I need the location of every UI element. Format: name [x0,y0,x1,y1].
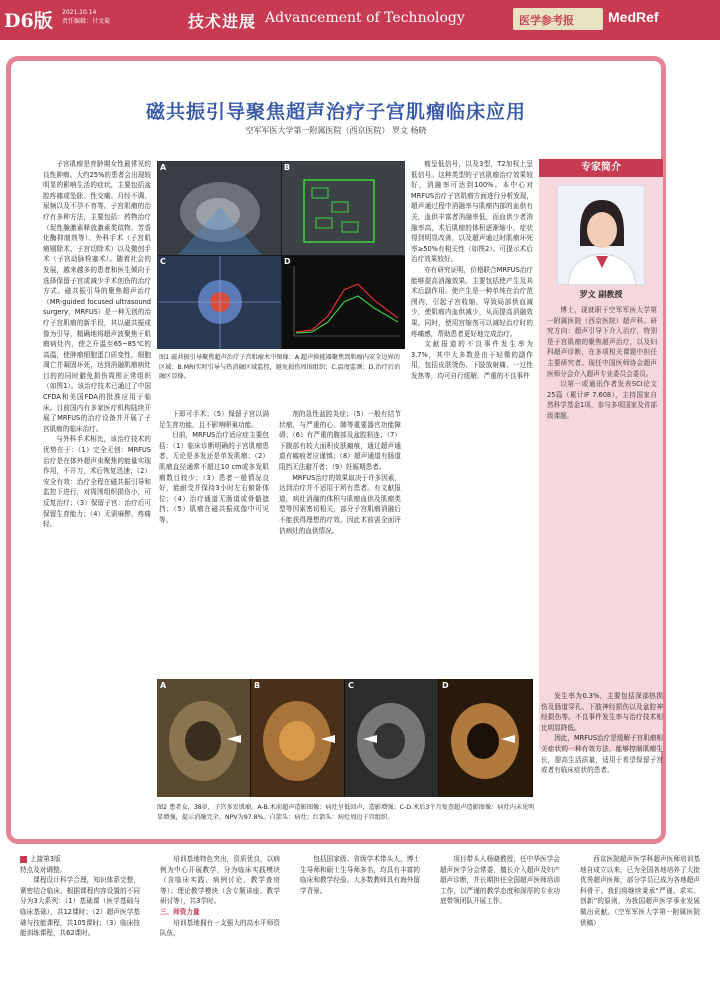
figure-1-mri [157,161,405,349]
mri-treatment-plan-image [282,162,405,255]
panel-label: C [160,257,166,266]
page-number: D6版 [4,10,53,32]
paragraph: 因此，MRFUS治疗是缓解子宫肌瘤相关症状的一种有效方法，能够控制肌瘤生长，提高生活质量，适用于希望保留子宫或者有临床症状的患者。 [541,734,663,775]
thermal-map-image [158,256,281,349]
bottom-column-2 [160,854,280,1002]
paragraph: 目前，MRFUS治疗适应症主要包括：（1）临床诊断明确的子宫肌瘤患者，无论是多发还是单发肌瘤；（2）肌瘤直径通常不超过10 cm或多发肌瘤数目较少；（3）患者一般情况良好，能耐受并保持3小时左右俯卧体位；（4）治疗通道无肠道或骨骼遮挡；（5）肌瘤在磁共振成像中可见等。 [159,431,269,524]
expert-profile [539,159,663,751]
expert-heading: 专家简介 [539,159,663,177]
paragraph: 特点及对调整。 [20,865,67,874]
figure-1-panel-c [158,256,281,349]
expert-portrait [557,185,645,285]
panel-label: D [442,681,449,690]
panel-label: C [348,681,354,690]
panel-label: B [254,681,261,690]
figure-2-panel-c [345,679,438,797]
paragraph: 与外科手术相比，该治疗技术的优势在于：（1）完全无创：MRFUS治疗是在体外超声束聚焦的能量实现作用，不开刀，术后恢复迅速；（2）安全有效：治疗全程在磁共振引导和监控下进行，对周围组织损伤小，可反复治疗；（3）保留子宫：治疗后可保留生育能力；（4）无需麻醉，疼痛轻。 [43,435,151,529]
article-column-5 [541,691,663,776]
panel-label: A [160,163,167,172]
continued-marker-icon [20,856,27,863]
bottom-column-5 [580,854,700,1002]
figure-2-caption: 图2 患者女，38岁，子宫多发肌瘤。A-B.术前超声造影图像：病灶呈低回声，造影增强；C-D.术后3个月复查超声造影图像：病灶内未见明显增强，提示消融完全，NPV为97.8%。白箭头：病灶；红箭头：病灶周边子宫组织。 [157,804,535,821]
article-column-2 [159,409,269,669]
paragraph: 培训基地特色突出，资质优良，以病例为中心开展教学，分为临床实践模块（含临床实践、病例讨论、教学查房等）；理论教学模块（含专题讲座、教学研讨等），共3学时。 [160,855,280,906]
paragraph: 发生率为0.3%，主要包括深部热损伤及肠道穿孔、下肢神经损伤以及盆腔神经损伤等。不良事件发生率与治疗技术相比明显降低。 [541,692,663,732]
portrait-image [558,186,645,285]
paragraph: 培训基地拥有一支强大的高水平师资队伍， [160,918,280,938]
figure-1-panel-a [158,162,281,255]
temperature-curve-image [282,256,405,349]
paragraph: 文献报道的不良事件发生率为3.7%，其中大多数是由于轻微的副作用，包括皮肤烫伤、下肢放射痛、一过性发热等，均可自行缓解，严重的不良事件 [411,340,533,380]
expert-bio [547,305,657,422]
issue-meta [62,8,110,26]
bottom-column-4 [440,854,560,1002]
paragraph: 项目带头人杨晓教授，任中华医学会超声医学分会常委，擅长介入超声及妇产超声诊断，并长期担任全国超声医师培训工作，以严谨的教学态度和深厚的专业功底带领团队开展工作。 [440,855,560,906]
section-title-cn: 技术进展 [188,12,257,31]
paragraph: 以第一或通讯作者发表SCI论文25篇（累计IF 7.608），主持国家自然科学基金1项，参与多项国家及省部级课题。 [547,380,657,420]
brand-badge [513,8,603,30]
article-column-4 [411,159,533,669]
figure-1-caption: 图1 磁共振引导聚焦超声治疗子宫肌瘤术中图像：A.超声换能器聚焦到肌瘤内安全边界的区域；B.MRI实时引导与热消融区域监控，避免损伤周围组织；C.温度监测；D.治疗后消融区显像。 [159,354,401,380]
figure-2-panel-d [439,679,532,797]
bottom-column-1 [20,854,140,1002]
paragraph: 西京医院超声医学科超声医师培训基地自成立以来，已为全国各地培养了大批优秀超声医师，部分学员已成为各地超声科骨干。我们将继续秉承“严谨、求实、创新”的原则，为我国超声医学事业发展做出贡献。（空军军医大学第一附属医院 供稿） [580,855,700,927]
article-title: 磁共振引导聚焦超声治疗子宫肌瘤临床应用 [145,101,526,123]
paragraph: 博士，现就职于空军军医大学第一附属医院（西京医院）超声科。研究方向：超声引导下介入治疗，特别是子宫肌瘤的聚焦超声治疗，以及妇科超声诊断，在多项相关课题中担任主要研究者。现任中国医师协会超声医师分会介入超声专业委员会委员。 [547,306,657,378]
issue-date: 2021.10.14 [62,9,97,16]
figure-2-panel-a [157,679,250,797]
mri-sagittal-image [158,162,281,255]
figure-2-panel-b [251,679,344,797]
paragraph: 剂的急性盆腔炎症；（5）一般有结节状瘤，与严重的心、肺等重要器官功能障碍；（6）有严重的腹部及盆腔粘连；（7）下腹部有较大面积皮肤瘢痕，通过超声通道有瘢痕者应谨慎；（8）超声通道有肠道阻挡无法避开者；（9）妊娠期患者。 [279,410,401,471]
panel-label: A [160,681,167,690]
figure-1-panel-b [282,162,405,255]
paragraph: MRFUS治疗的效果取决于许多因素，达到治疗并不适用于所有患者。有文献报道，病灶消融的体积与肌瘤血供及肌瘤类型等因素密切相关，部分子宫肌瘤消融后不能获得理想的疗效。因此术前需全面评估病灶的血供情况。 [279,473,401,535]
article-column-3 [279,409,401,669]
ultrasound-image [345,679,438,797]
paragraph: 瘤呈低信号，以及3型，T2加权上呈低信号。这种类型的子宫肌瘤治疗效果较好，消融率可达到100%。本中心对MRFUS治疗子宫肌瘤方面进行分析发现，超声通过程中消融率与肌瘤内部的血供有关，血供丰富者消融率低，而血供少者消融率高，术后肌瘤的体积逐渐缩小，症状得到明显改善，以及超声通过时肌瘤坏死率≥50%有相关性（如图2）。可提示术后治疗效果较好。 [411,160,533,264]
figure-1-panel-d [282,256,405,349]
panel-label: D [284,257,291,266]
expert-name: 罗文 副教授 [579,290,623,299]
ultrasound-image [157,679,250,797]
article-byline: 空军军医大学第一附属医院（西京医院） 罗文 杨晓 [245,126,427,135]
paragraph: 亦有研究证明，价格联合MRFUS治疗能够提高消融效果。主要包括使产生及其术后副作用。使产生是一种单纯在治疗范围内，引起子宫收缩，导致局部供血减少，使肌瘤内血供减少，从而提高消融效果。同时，使用宫缩剂可以减轻治疗时的疼痛感，帮助患者更好地完成治疗。 [411,265,533,338]
brand-name-en: MedRef [608,9,659,25]
paragraph: 子宫肌瘤是育龄期女性最常见的良性肿瘤。大约25%的患者会出现较明显的影响生活的症状，主要包括盆腔疼痛或坠胀、性交痛、月经不调、尿频以及不孕不育等。子宫肌瘤的治疗有多种方法，主要包括：药物治疗（促性腺激素释放激素类似物、芳香化酶抑制剂等）、外科手术（子宫肌瘤剔除术、子宫切除术）以及微创手术（子宫动脉栓塞术）。随着社会的发展，越来越多的患者和医生倾向于选择保留子宫或减少手术创伤的治疗方式。磁共振引导的聚焦超声治疗（MR-guided focused ultrasound surgery，MRFUS）是一种无创的治疗子宫肌瘤的新手段，其以磁共振成像为引导，精确地将超声波聚焦于肌瘤病灶内，使之升温至65~85℃的高温，使肿瘤细胞蛋白质变性，细胞凋亡并凝固坏死，达到消融肌瘤病灶目的的同时避免损伤周围正常组织（如图1）。该治疗技术已通过了中国CFDA和美国FDA的批准应用于临床。目前国内有多家医疗机构陆续开展了MRFUS的治疗设备并开展了子宫肌瘤的临床治疗。 [43,160,151,433]
bottom-article [10,848,710,998]
continued-label: 上接第3版 [30,855,61,863]
section-title-en: Advancement of Technology [265,10,465,26]
panel-label: B [284,163,291,172]
paragraph: 下即可手术；（5）保留子宫以满足生育功能，且不影响卵巢功能。 [159,410,269,429]
issue-editor: 责任编辑：甘文菊 [62,18,111,25]
paragraph: 课程设计科学合理，知识体系完整，紧密结合临床，根据课程内容设置的不同分为3大系列：（1）基础课（医学基础与临床基础），共12课时；（2）超声医学基础与技能课程，共105课时；（3）临床技能训练课程，共62课时。 [20,876,140,938]
ultrasound-image [251,679,344,797]
continued-tag [20,854,140,865]
figure-2-ultrasound [157,679,533,797]
paragraph: 包括国家级、省级学术带头人，博士生导师和硕士生导师多名，均具有丰富的临床和教学经验。大多数教师具有海外留学背景。 [300,855,420,895]
article-frame [6,56,666,844]
article-column-1 [43,159,151,839]
brand-name-cn: 医学参考报 [519,14,574,27]
bottom-column-3 [300,854,420,1002]
masthead [0,0,720,40]
ultrasound-image [439,679,532,797]
sub-heading: 三、师资力量 [160,907,200,916]
